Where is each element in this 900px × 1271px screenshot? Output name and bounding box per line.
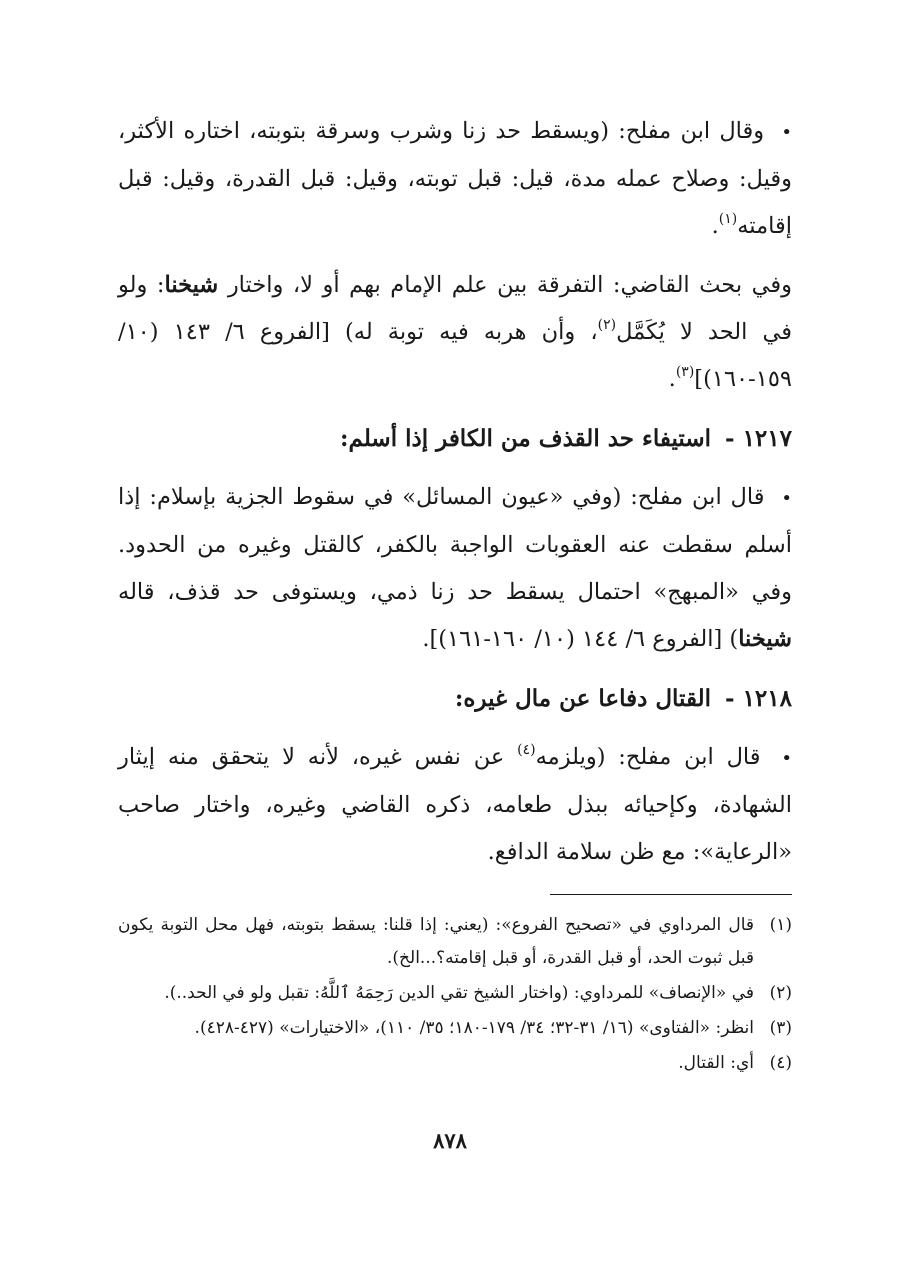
footnote-ref-3[interactable]: (٣) xyxy=(675,364,695,380)
bullet-icon: • xyxy=(781,748,792,769)
footnote-number: (١) xyxy=(769,915,792,935)
paragraph-section-1218: • قال ابن مفلح: (ويلزمه$^{(٤)}$ عن نفس غيره، لأنه لا يتحقق منه إيثار الشهادة، وكإحيائه ببذل طعامه، ذكره القاضي وغيره، واختار صاحب «الرعاية»: مع ظن سلامة الدافع. xyxy=(118,742,792,865)
page-content xyxy=(118,108,792,1271)
paragraph-ibn-muflih-tawba: • وقال ابن مفلح: (ويسقط حد زنا وشرب وسرقة بتوبته، اختاره الأكثر، وقيل: وصلاح عمله مدة، قيل: قبل توبته، وقيل: قبل القدرة، وقيل: قبل إقامته$^{(١)}$. xyxy=(118,118,792,239)
paragraph-section-1217: • قال ابن مفلح: (وفي «عيون المسائل» في سقوط الجزية بإسلام: إذا أسلم سقطت عنه العقوبات الواجبة بالكفر، كالقتل وغيره من الحدود. وفي «المبهج» احتمال يسقط حد زنا ذمي، ويستوفى حد قذف، قاله شيخنا) [الفروع ٦/ ١٤٤ (١٠/ ١٦٠-١٦١)]. xyxy=(118,484,792,652)
section-title: استيفاء حد القذف من الكافر إذا أسلم: xyxy=(340,425,712,452)
section-number: ١٢١٧ - xyxy=(725,425,792,452)
footnote-item xyxy=(118,977,792,1010)
paragraph-text: وقال ابن مفلح: (ويسقط حد زنا وشرب وسرقة بتوبته، اختاره الأكثر، وقيل: وصلاح عمله مدة، قيل: قبل توبته، وقيل: قبل القدرة، وقيل: قبل إقامته xyxy=(118,118,792,239)
bold-term-shaykhuna: شيخنا xyxy=(738,626,792,652)
footnotes xyxy=(118,909,792,1080)
paragraph-qadi-research: وفي بحث القاضي: التفرقة بين علم الإمام بهم أو لا، واختار شيخنا: ولو في الحد لا يُكَمَّل$^{(٢)}$، وأن هربه فيه توبة له) [الفروع ٦/ ١٤٣ (١٠/ ١٥٩-١٦٠)]$^{(٣)}$. xyxy=(118,272,793,392)
bullet-icon: • xyxy=(781,488,792,509)
footnote-number: (٢) xyxy=(769,983,792,1003)
footnote-item xyxy=(118,1012,792,1045)
footnote-ref-2[interactable]: (٢) xyxy=(597,317,617,333)
footnote-number: (٣) xyxy=(769,1018,792,1038)
section-heading-1217 xyxy=(118,415,792,462)
footnote-item xyxy=(118,1047,792,1080)
footnote-ref-1[interactable]: (١) xyxy=(718,211,738,227)
section-heading-1218 xyxy=(118,675,792,722)
paragraph-text: قال ابن مفلح: (وفي «عيون المسائل» في سقوط الجزية بإسلام: إذا أسلم سقطت عنه العقوبات الواجبة بالكفر، كالقتل وغيره من الحدود. وفي «المبهج» احتمال يسقط حد زنا ذمي، ويستوفى حد قذف، قاله xyxy=(118,484,792,605)
footnote-text: قال المرداوي في «تصحيح الفروع»: (يعني: إذا قلنا: يسقط بتوبته، فهل محل التوبة يكون قبل ثبوت الحد، أو قبل القدرة، أو قبل إقامته؟...الخ). xyxy=(118,915,754,968)
page-number: ٨٧٨ xyxy=(433,1128,467,1153)
section-title: القتال دفاعا عن مال غيره: xyxy=(454,685,712,712)
bold-term-shaykhuna: شيخنا xyxy=(164,272,219,298)
footnote-text: انظر: «الفتاوى» (١٦/ ٣١-٣٢؛ ٣٤/ ١٧٩-١٨٠؛ ٣٥/ ١١٠)، «الاختيارات» (٤٢٧-٤٢٨). xyxy=(194,1018,754,1038)
footnote-text: في «الإنصاف» للمرداوي: (واختار الشيخ تقي الدين رَحِمَهُ ٱللَّهُ: تقبل ولو في الحد..). xyxy=(164,983,754,1003)
footnote-ref-4[interactable]: (٤) xyxy=(517,742,536,758)
footnote-number: (٤) xyxy=(769,1053,792,1073)
footnote-divider xyxy=(550,894,792,895)
footnote-item xyxy=(118,909,792,975)
bullet-icon: • xyxy=(781,122,792,143)
paragraph-text: وفي بحث القاضي: التفرقة بين علم الإمام بهم أو لا، واختار xyxy=(218,272,793,298)
paragraph-text: قال ابن مفلح: (ويلزمه xyxy=(535,744,761,770)
section-number: ١٢١٨ - xyxy=(725,685,792,712)
footnote-text: أي: القتال. xyxy=(678,1053,754,1073)
